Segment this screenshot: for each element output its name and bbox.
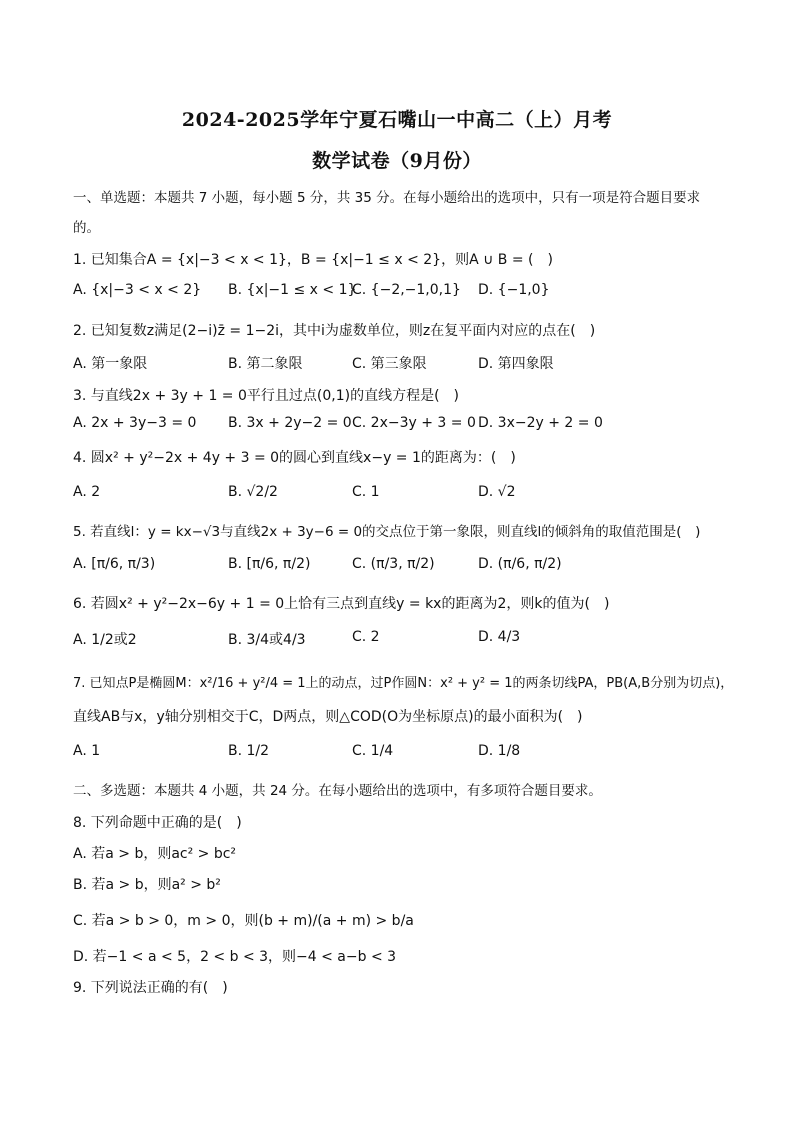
question-4-option-c: C. 1 xyxy=(352,484,380,500)
document-title: 2024-2025学年宁夏石嘴山一中高二（上）月考 xyxy=(181,109,613,131)
question-2-option-b: B. 第二象限 xyxy=(228,356,303,372)
question-7-option-a: A. 1 xyxy=(73,743,101,759)
question-9-stem: 9. 下列说法正确的有( ) xyxy=(73,980,228,996)
question-4-option-a: A. 2 xyxy=(73,484,101,500)
question-8-option-d: D. 若−1 < a < 5，2 < b < 3，则−4 < a−b < 3 xyxy=(73,949,397,965)
question-4-option-d: D. √2 xyxy=(478,484,516,500)
question-8-option-b: B. 若a > b，则a² > b² xyxy=(73,877,221,893)
question-2-stem: 2. 已知复数z满足(2−i)z̄ = 1−2i，其中i为虚数单位，则z在复平面内对应的点在( ) xyxy=(73,323,596,339)
question-6-option-b: B. 3/4或4/3 xyxy=(228,632,306,648)
question-5-stem: 5. 若直线l：y = kx−√3与直线2x + 3y−6 = 0的交点位于第一象限，则直线l的倾斜角的取值范围是( ) xyxy=(73,524,701,540)
question-3-option-a: A. 2x + 3y−3 = 0 xyxy=(73,415,197,431)
question-1-option-c: C. {−2,−1,0,1} xyxy=(352,282,461,298)
document-subtitle: 数学试卷（9月份） xyxy=(312,150,482,172)
question-5-option-a: A. [π/6, π/3) xyxy=(73,556,156,572)
question-3-option-d: D. 3x−2y + 2 = 0 xyxy=(478,415,603,431)
question-2-option-c: C. 第三象限 xyxy=(352,356,427,372)
question-7-stem-cont: 直线AB与x，y轴分别相交于C，D两点，则△COD(O为坐标原点)的最小面积为( ) xyxy=(73,709,583,725)
question-6-stem: 6. 若圆x² + y²−2x−6y + 1 = 0上恰有三点到直线y = kx的距离为2，则k的值为( ) xyxy=(73,596,610,612)
question-7-option-d: D. 1/8 xyxy=(478,743,521,759)
question-4-stem: 4. 圆x² + y²−2x + 4y + 3 = 0的圆心到直线x−y = 1的距离为：( ) xyxy=(73,450,516,466)
section1-heading-cont: 的。 xyxy=(73,220,100,236)
question-7-option-c: C. 1/4 xyxy=(352,743,394,759)
question-4-option-b: B. √2/2 xyxy=(228,484,278,500)
question-1-stem: 1. 已知集合A = {x|−3 < x < 1}，B = {x|−1 ≤ x < 2}，则A ∪ B = ( ) xyxy=(73,252,553,268)
question-8-option-a: A. 若a > b，则ac² > bc² xyxy=(73,846,237,862)
question-6-option-c: C. 2 xyxy=(352,629,380,645)
question-7-option-b: B. 1/2 xyxy=(228,743,270,759)
question-2-option-a: A. 第一象限 xyxy=(73,356,148,372)
question-3-option-b: B. 3x + 2y−2 = 0 xyxy=(228,415,352,431)
question-2-option-d: D. 第四象限 xyxy=(478,356,554,372)
question-6-option-d: D. 4/3 xyxy=(478,629,521,645)
question-6-option-a: A. 1/2或2 xyxy=(73,632,137,648)
question-5-option-b: B. [π/6, π/2) xyxy=(228,556,311,572)
question-5-option-c: C. (π/3, π/2) xyxy=(352,556,435,572)
question-5-option-d: D. (π/6, π/2) xyxy=(478,556,562,572)
question-1-option-b: B. {x|−1 ≤ x < 1} xyxy=(228,282,357,298)
question-7-stem: 7. 已知点P是椭圆M：x²/16 + y²/4 = 1上的动点，过P作圆N：x² + y² = 1的两条切线PA，PB(A,B分别为切点)， xyxy=(73,676,734,691)
section1-heading: 一、单选题：本题共 7 小题，每小题 5 分，共 35 分。在每小题给出的选项中，只有一项是符合题目要求 xyxy=(73,190,701,206)
question-3-stem: 3. 与直线2x + 3y + 1 = 0平行且过点(0,1)的直线方程是( ) xyxy=(73,388,460,404)
question-8-option-c: C. 若a > b > 0，m > 0，则(b + m)/(a + m) > b/a xyxy=(73,913,414,929)
question-1-option-d: D. {−1,0} xyxy=(478,282,550,298)
question-8-stem: 8. 下列命题中正确的是( ) xyxy=(73,815,242,831)
question-1-option-a: A. {x|−3 < x < 2} xyxy=(73,282,202,298)
question-3-option-c: C. 2x−3y + 3 = 0 xyxy=(352,415,476,431)
section2-heading: 二、多选题：本题共 4 小题，共 24 分。在每小题给出的选项中，有多项符合题目要求。 xyxy=(73,783,602,799)
